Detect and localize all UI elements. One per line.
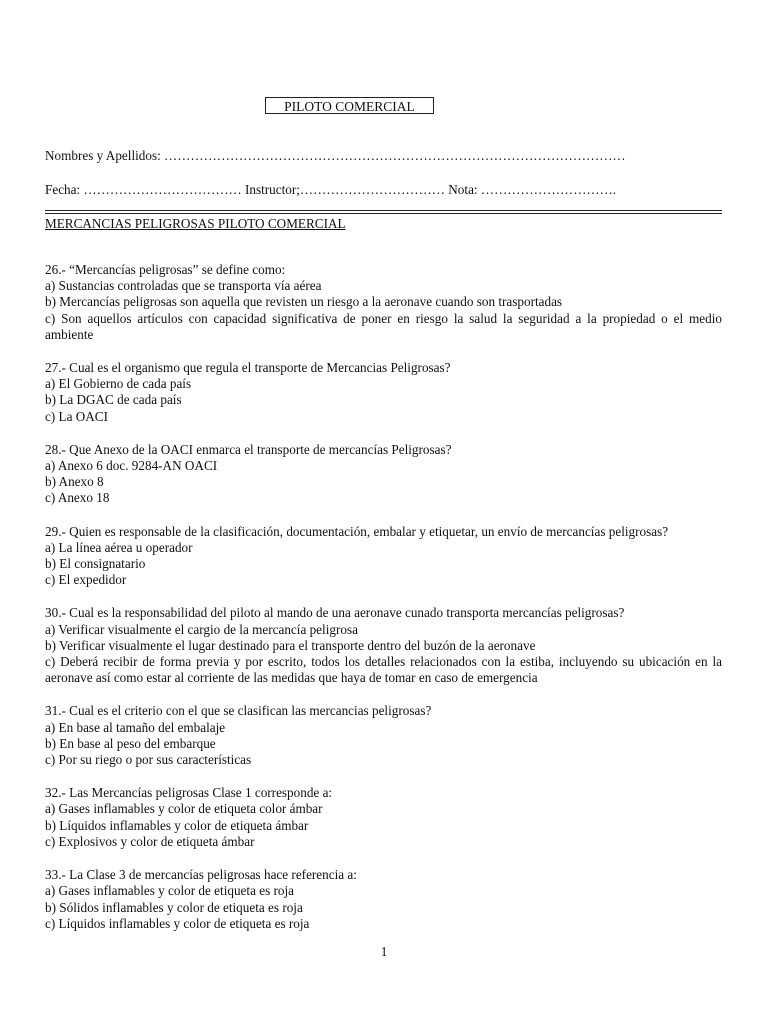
answer-option: a) El Gobierno de cada país [45, 376, 192, 392]
answer-option: a) Sustancias controladas que se transporta vía aérea [45, 278, 322, 294]
question-stem: 30.- Cual es la responsabilidad del piloto al mando de una aeronave cunado transporta mercancías peligrosas? [45, 605, 625, 621]
question-list [45, 262, 722, 949]
question-32 [45, 785, 722, 850]
answer-option: a) En base al tamaño del embalaje [45, 719, 226, 735]
answer-option: c) El expedidor [45, 572, 127, 588]
answer-option: b) Verificar visualmente el lugar destinado para el transporte dentro del buzón de la aeronave [45, 637, 536, 653]
date-instructor-grade-line: Fecha: ……………………………… Instructor;…………………………… Nota: …………………………. [45, 182, 617, 197]
question-26 [45, 262, 722, 343]
page-title: PILOTO COMERCIAL [265, 97, 434, 114]
answer-option: c) Anexo 18 [45, 490, 110, 506]
page-number: 1 [380, 944, 388, 959]
question-27 [45, 360, 722, 425]
header-rule-top [45, 210, 722, 211]
question-stem: 31.- Cual es el criterio con el que se clasifican las mercancias peligrosas? [45, 703, 432, 719]
question-stem: 27.- Cual es el organismo que regula el transporte de Mercancias Peligrosas? [45, 360, 451, 376]
question-stem: 33.- La Clase 3 de mercancías peligrosas hace referencia a: [45, 867, 357, 883]
question-28 [45, 442, 722, 507]
question-30 [45, 605, 722, 686]
answer-option: b) La DGAC de cada país [45, 392, 182, 408]
question-33 [45, 867, 722, 932]
section-heading: MERCANCIAS PELIGROSAS PILOTO COMERCIAL [45, 216, 346, 231]
answer-option: b) Líquidos inflamables y color de etiqueta ámbar [45, 817, 309, 833]
question-stem: 28.- Que Anexo de la OACI enmarca el transporte de mercancías Peligrosas? [45, 441, 452, 457]
question-31 [45, 703, 722, 768]
answer-option: a) La línea aérea u operador [45, 539, 193, 555]
answer-option: a) Anexo 6 doc. 9284-AN OACI [45, 458, 218, 474]
question-29 [45, 524, 722, 589]
name-field-line: Nombres y Apellidos: …………………………………………………………………………………………… [45, 148, 626, 163]
question-stem: 29.- Quien es responsable de la clasificación, documentación, embalar y etiquetar, un envío de mercancías peligrosas? [45, 523, 669, 539]
question-stem: 32.- Las Mercancías peligrosas Clase 1 corresponde a: [45, 785, 333, 801]
answer-option: c) Por su riego o por sus características [45, 752, 252, 768]
answer-option: a) Gases inflamables y color de etiqueta es roja [45, 883, 294, 899]
answer-option: b) Sólidos inflamables y color de etiqueta es roja [45, 899, 303, 915]
question-stem: 26.- “Mercancías peligrosas” se define como: [45, 262, 286, 277]
answer-option: c) Deberá recibir de forma previa y por escrito, todos los detalles relacionados con la estiba, incluyendo su ubicación en la aeronave así como estar al corriente de las medidas que haya de tomar en caso de emergencia [45, 654, 722, 686]
answer-option: b) Anexo 8 [45, 474, 104, 490]
answer-option: b) En base al peso del embarque [45, 735, 216, 751]
header-rule-bottom [45, 213, 722, 214]
answer-option: c) Explosivos y color de etiqueta ámbar [45, 833, 255, 849]
answer-option: c) Son aquellos artículos con capacidad significativa de poner en riesgo la salud la seguridad a la propiedad o el medio ambiente [45, 310, 722, 342]
answer-option: c) La OACI [45, 408, 108, 424]
answer-option: a) Verificar visualmente el cargio de la mercancía peligrosa [45, 621, 358, 637]
answer-option: b) El consignatario [45, 556, 146, 572]
answer-option: c) Líquidos inflamables y color de etiqueta es roja [45, 915, 310, 931]
answer-option: b) Mercancías peligrosas son aquella que revisten un riesgo a la aeronave cuando son trasportadas [45, 294, 563, 310]
answer-option: a) Gases inflamables y color de etiqueta color ámbar [45, 801, 323, 817]
